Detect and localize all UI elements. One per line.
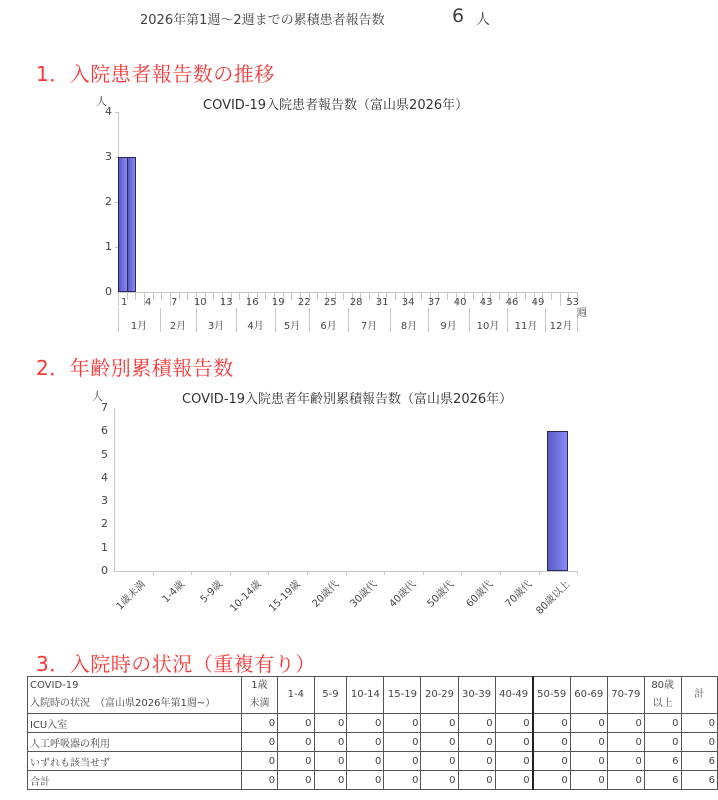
table-cell: 0 (681, 733, 717, 752)
table-cell: 0 (384, 752, 421, 771)
column-header (607, 677, 644, 714)
column-header-text: 5-9 (322, 689, 339, 700)
table-cell: 0 (241, 752, 277, 771)
table-title-line2: 入院時の状況 （富山県2026年第1週~） (30, 698, 216, 709)
column-header (314, 677, 347, 714)
month-label: 3月 (207, 321, 225, 332)
table-cell: 0 (607, 714, 644, 733)
table-cell: 0 (278, 752, 314, 771)
age-category-label: 50歳代 (425, 578, 457, 610)
table-cell: 0 (347, 733, 384, 752)
column-header (241, 677, 277, 714)
column-header-text: 40-49 (499, 689, 529, 700)
x-tick-mark (539, 571, 540, 575)
table-cell: 0 (681, 714, 717, 733)
x-tick-label: 7 (170, 297, 178, 308)
age-category-label: 60歳代 (464, 578, 496, 610)
x-tick-label: 28 (349, 297, 363, 308)
table-cell: 0 (421, 714, 458, 733)
table-cell: 0 (533, 752, 571, 771)
x-tick-mark (307, 571, 308, 575)
column-header-text: 以上 (652, 698, 673, 709)
row-label: ICU入室 (28, 714, 242, 733)
month-label: 7月 (360, 321, 378, 332)
row-label: いずれも該当せず (28, 752, 242, 771)
table-cell: 0 (495, 714, 533, 733)
month-label: 5月 (283, 321, 301, 332)
y-tick-label: 3 (101, 494, 108, 508)
cumulative-summary-unit: 人 (476, 12, 490, 28)
table-cell: 0 (421, 733, 458, 752)
column-header (533, 677, 571, 714)
column-header (681, 677, 717, 714)
table-cell: 0 (533, 771, 571, 790)
age-category-label: 30歳代 (348, 578, 380, 610)
y-axis-unit: 人 (96, 95, 107, 108)
table-cell: 0 (570, 714, 607, 733)
chart-title: COVID-19入院患者年齢別累積報告数（富山県2026年） (182, 392, 513, 407)
table-cell: 0 (458, 733, 495, 752)
x-tick-label: 37 (427, 297, 441, 308)
y-tick-label: 2 (105, 195, 112, 208)
section-title-age: 2．年齢別累積報告数 (36, 356, 234, 380)
month-label: 2月 (169, 321, 187, 332)
table-header-row (28, 677, 718, 714)
x-tick-label: 16 (245, 297, 259, 308)
cumulative-summary-count: 6 (452, 5, 465, 27)
table-cell: 0 (644, 733, 681, 752)
month-label: 4月 (247, 321, 264, 332)
table-cell: 0 (278, 714, 314, 733)
x-tick-label: 19 (271, 297, 285, 308)
table-cell: 0 (278, 771, 314, 790)
table-cell: 6 (681, 752, 717, 771)
column-header-text: 未満 (249, 698, 270, 709)
table-cell: 0 (278, 733, 314, 752)
table-cell: 0 (241, 714, 277, 733)
x-tick-label: 4 (144, 297, 152, 308)
column-header (421, 677, 458, 714)
table-cell: 0 (607, 733, 644, 752)
y-tick-label: 1 (105, 240, 112, 253)
table-header-title (28, 677, 242, 714)
x-tick-mark (384, 571, 385, 575)
column-header (644, 677, 681, 714)
age-category-label: 20歳代 (309, 578, 341, 610)
table-cell: 6 (644, 752, 681, 771)
table-row (28, 771, 718, 790)
table-cell: 0 (533, 733, 571, 752)
table-row (28, 752, 718, 771)
y-tick-label: 1 (101, 540, 108, 554)
x-tick-label: 34 (401, 297, 415, 308)
column-header-text: 計 (694, 689, 705, 700)
x-tick-mark (500, 571, 501, 575)
section-title-weekly: 1．入院患者報告数の推移 (36, 62, 275, 86)
row-label: 人工呼吸器の利用 (28, 733, 242, 752)
x-tick-mark (346, 571, 347, 575)
column-header-text: 30-39 (462, 689, 492, 700)
y-tick-label: 6 (101, 424, 108, 438)
x-tick-label: 22 (297, 297, 311, 308)
x-tick-label: 10 (193, 297, 207, 308)
table-cell: 0 (570, 733, 607, 752)
x-tick-mark (461, 571, 462, 575)
admission-status-table (27, 676, 718, 790)
x-tick-mark (577, 571, 578, 575)
table-cell: 0 (314, 733, 347, 752)
y-tick-label: 4 (101, 470, 108, 484)
column-header-text: 80歳 (651, 680, 675, 691)
cumulative-summary-label: 2026年第1週～2週までの累積患者報告数 (140, 13, 385, 28)
column-header-text: 50-59 (537, 689, 567, 700)
age-category-label: 40歳代 (387, 578, 419, 610)
x-tick-label: 40 (453, 297, 467, 308)
x-tick-label: 46 (505, 297, 519, 308)
table-cell: 0 (570, 771, 607, 790)
x-tick-label: 1 (121, 297, 128, 308)
table-cell: 0 (607, 752, 644, 771)
x-tick-label: 13 (219, 297, 233, 308)
column-header-text: 15-19 (387, 689, 417, 700)
y-tick-label: 7 (101, 401, 108, 414)
column-header (495, 677, 533, 714)
age-category-label: 1歳未満 (114, 578, 148, 613)
x-tick-label: 31 (375, 297, 389, 308)
section-title-status: 3．入院時の状況（重複有り） (36, 652, 316, 676)
x-tick-label: 53 (566, 297, 580, 308)
table-cell: 0 (384, 733, 421, 752)
y-tick-label: 5 (101, 447, 108, 461)
month-label: 1月 (130, 321, 148, 332)
column-header (384, 677, 421, 714)
bar-age-11 (547, 431, 568, 571)
column-header-text: 1-4 (287, 689, 305, 700)
month-label: 11月 (514, 321, 538, 332)
table-cell: 0 (241, 733, 277, 752)
table-cell: 0 (347, 714, 384, 733)
x-tick-mark (191, 571, 192, 575)
month-label: 9月 (440, 321, 457, 332)
chart-title: COVID-19入院患者報告数（富山県2026年） (203, 98, 469, 113)
x-tick-mark (423, 571, 424, 575)
y-tick-label: 0 (105, 285, 112, 298)
table-cell: 0 (347, 771, 384, 790)
month-label: 6月 (320, 321, 337, 332)
age-category-label: 70歳代 (502, 578, 534, 610)
table-cell: 0 (495, 733, 533, 752)
table-cell: 0 (495, 752, 533, 771)
x-tick-label: 49 (531, 297, 545, 308)
column-header-text: 10-14 (350, 689, 380, 700)
table-cell: 0 (314, 752, 347, 771)
table-cell: 6 (681, 771, 717, 790)
column-header-text: 60-69 (574, 689, 604, 700)
table-cell: 0 (495, 771, 533, 790)
age-category-label: 1-4歳 (160, 578, 187, 606)
x-axis-unit: 週 (577, 308, 587, 319)
table-cell: 0 (570, 752, 607, 771)
y-tick-label: 3 (105, 150, 112, 163)
column-header-text: 70-79 (611, 689, 641, 700)
y-tick-label: 0 (101, 564, 108, 577)
month-label: 12月 (549, 321, 573, 332)
column-header-text: 20-29 (424, 689, 455, 700)
age-category-label: 5-9歳 (198, 578, 226, 606)
column-header (278, 677, 314, 714)
age-category-label: 15-19歳 (266, 578, 303, 615)
table-cell: 0 (421, 752, 458, 771)
table-cell: 0 (458, 714, 495, 733)
x-tick-mark (268, 571, 269, 575)
x-tick-mark (153, 571, 154, 575)
month-label: 10月 (476, 321, 500, 332)
month-label: 8月 (400, 321, 418, 332)
table-cell: 0 (458, 771, 495, 790)
table-cell: 0 (533, 714, 571, 733)
table-row (28, 733, 718, 752)
table-cell: 0 (347, 752, 384, 771)
y-axis-unit: 人 (92, 390, 103, 403)
table-cell: 0 (241, 771, 277, 790)
table-cell: 0 (314, 771, 347, 790)
y-tick-label: 2 (101, 517, 108, 531)
y-tick-label: 4 (105, 105, 112, 118)
column-header (347, 677, 384, 714)
age-category-label: 80歳以上 (534, 578, 573, 617)
column-header-text: 1歳 (251, 680, 268, 691)
table-cell: 6 (644, 771, 681, 790)
table-cell: 0 (384, 714, 421, 733)
table-cell: 0 (644, 714, 681, 733)
column-header (570, 677, 607, 714)
table-title-line1: COVID-19 (30, 680, 79, 691)
age-category-label: 10-14歳 (228, 578, 264, 615)
table-cell: 0 (314, 714, 347, 733)
y-axis (114, 408, 115, 572)
row-label: 合計 (28, 771, 242, 790)
x-tick-label: 43 (479, 297, 493, 308)
column-header (458, 677, 495, 714)
x-tick-mark (230, 571, 231, 575)
table-cell: 0 (458, 752, 495, 771)
table-cell: 0 (607, 771, 644, 790)
x-tick-label: 25 (323, 297, 337, 308)
table-cell: 0 (384, 771, 421, 790)
table-row (28, 714, 718, 733)
table-cell: 0 (421, 771, 458, 790)
